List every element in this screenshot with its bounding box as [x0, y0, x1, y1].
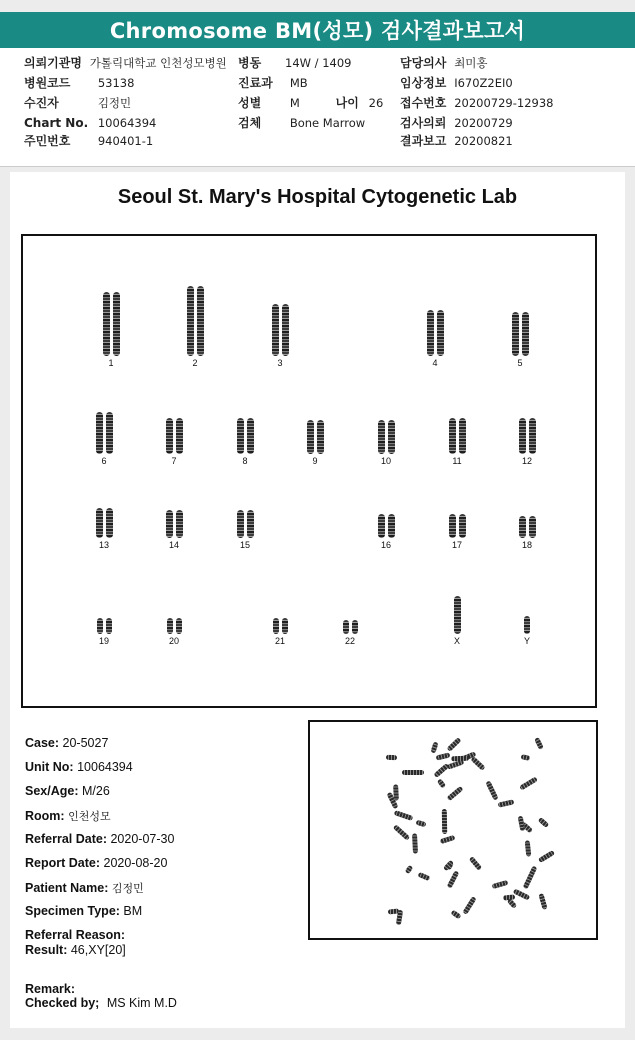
reason-line [25, 928, 125, 942]
metaphase-chromosome [451, 910, 462, 920]
metaphase-chromosome [519, 777, 538, 791]
referral-value: 2020-07-30 [110, 832, 175, 846]
chromosome [512, 312, 519, 356]
spectype-label: Specimen Type: [25, 904, 120, 918]
receipt-row [400, 94, 553, 112]
chromosome [378, 420, 385, 454]
chromosome-label-7: 7 [171, 456, 177, 466]
chromosome-label-14: 14 [168, 540, 179, 550]
case-label: Case: [25, 736, 60, 750]
metaphase-chromosome [415, 820, 426, 828]
chromosome [176, 418, 183, 454]
chromosome-label-Y: Y [523, 636, 530, 646]
chromosome [113, 292, 120, 356]
metaphase-chromosome [396, 910, 403, 926]
patient-value: 김정민 [97, 96, 132, 110]
remark-label: Remark: [25, 982, 76, 996]
chromosome-pair-16 [378, 514, 395, 538]
chromosome-label-12: 12 [521, 456, 532, 466]
metaphase-chromosome [402, 770, 424, 775]
ward-label: 병동 [238, 56, 262, 70]
result-label: Result: [25, 943, 68, 957]
chromosome-pair-14 [166, 510, 183, 538]
metaphase-chromosome [436, 753, 451, 761]
reportdate-line [25, 856, 167, 870]
chromosome-pair-3 [272, 304, 289, 356]
chromosome [237, 418, 244, 454]
ward-value: 14W / 1409 [285, 56, 352, 70]
metaphase-image [308, 720, 598, 940]
referral-label: Referral Date: [25, 832, 107, 846]
chromosome-pair-18 [519, 516, 536, 538]
clinical-label: 임상정보 [400, 76, 447, 90]
checked-label: Checked by; [25, 996, 100, 1010]
chromosome-pair-11 [449, 418, 466, 454]
chromosome [459, 418, 466, 454]
chromosome [449, 514, 456, 538]
chromosome [529, 516, 536, 538]
metaphase-chromosome [462, 896, 476, 915]
clinical-row [400, 74, 513, 92]
institution-label: 의뢰기관명 [24, 56, 82, 70]
chromosome [317, 420, 324, 454]
chart-row [24, 114, 156, 132]
chromosome [449, 418, 456, 454]
chromosome [352, 620, 358, 634]
dept-value: MB [289, 76, 308, 90]
metaphase-chromosome [440, 835, 456, 844]
chromosome-label-18: 18 [521, 540, 532, 550]
chromosome-pair-17 [449, 514, 466, 538]
chromosome [247, 510, 254, 538]
checked-value: MS Kim M.D [106, 996, 177, 1010]
rrn-row [24, 132, 153, 150]
chromosome-label-8: 8 [242, 456, 248, 466]
chromosome-pair-8 [237, 418, 254, 454]
chromosome [519, 418, 526, 454]
chromosome-label-21: 21 [274, 636, 285, 646]
chromosome-label-4: 4 [432, 358, 438, 368]
spectype-line [25, 904, 142, 918]
case-value: 20-5027 [62, 736, 109, 750]
chromosome [282, 304, 289, 356]
report-label: 결과보고 [400, 134, 447, 148]
metaphase-chromosome [522, 865, 537, 889]
chromosome-pair-4 [427, 310, 444, 356]
room-line [25, 808, 111, 824]
chromosome-label-11: 11 [452, 456, 462, 466]
metaphase-chromosome [437, 779, 446, 789]
chromosome-pair-1 [103, 292, 120, 356]
ward-row [238, 54, 351, 72]
metaphase-chromosome [537, 817, 549, 828]
chromosome-label-6: 6 [101, 456, 107, 466]
dept-row [238, 74, 308, 92]
unit-label: Unit No: [25, 760, 74, 774]
chromosome [272, 304, 279, 356]
metaphase-chromosome [524, 840, 531, 856]
chromosome [459, 514, 466, 538]
doctor-value: 최미홍 [454, 56, 488, 70]
chromosome-pair-20 [167, 618, 182, 634]
metaphase-chromosome [393, 824, 410, 840]
metaphase-chromosome [538, 894, 547, 911]
spectype-value: BM [123, 904, 143, 918]
chromosome-label-15: 15 [239, 540, 250, 550]
age-label: 나이 [335, 96, 359, 110]
chromosome [237, 510, 244, 538]
metaphase-chromosome [469, 856, 482, 871]
chromosome [388, 420, 395, 454]
chromosome-pair-X [454, 596, 461, 634]
chromosome [97, 618, 103, 634]
chromosome [197, 286, 204, 356]
sexage-value: M/26 [81, 784, 110, 798]
doctor-label: 담당의사 [400, 56, 447, 70]
chromosome-pair-9 [307, 420, 324, 454]
case-line [25, 736, 108, 750]
chromosome-label-X: X [453, 636, 460, 646]
chromosome [166, 418, 173, 454]
chromosome-label-19: 19 [98, 636, 109, 646]
chromosome-label-16: 16 [380, 540, 391, 550]
chromosome [106, 508, 113, 538]
chromosome-pair-10 [378, 420, 395, 454]
chromosome-pair-19 [97, 618, 112, 634]
chromosome [103, 292, 110, 356]
rrn-value: 940401-1 [97, 134, 154, 148]
report-value: 20200821 [454, 134, 513, 148]
metaphase-chromosome [534, 737, 544, 750]
chromosome-label-2: 2 [192, 358, 198, 368]
patientname-line [25, 880, 144, 896]
room-label: Room: [25, 809, 65, 823]
referral-line [25, 832, 174, 846]
receipt-label: 접수번호 [400, 96, 447, 110]
sex-label: 성별 [238, 96, 262, 110]
metaphase-chromosome [492, 880, 509, 889]
specimen-value: Bone Marrow [289, 116, 366, 130]
patientname-value: 김정민 [111, 883, 144, 895]
hospcode-value: 53138 [97, 76, 135, 90]
hospcode-row [24, 74, 134, 92]
result-line [25, 943, 126, 957]
chromosome [454, 596, 461, 634]
chromosome [519, 516, 526, 538]
metaphase-chromosome [513, 888, 530, 900]
chromosome-label-17: 17 [451, 540, 462, 550]
karyogram-image [21, 234, 597, 708]
metaphase-chromosome [446, 786, 463, 801]
sex-row [238, 94, 383, 112]
chromosome [176, 618, 182, 634]
chromosome [378, 514, 385, 538]
chromosome [273, 618, 279, 634]
chromosome [187, 286, 194, 356]
chromosome [427, 310, 434, 356]
reportdate-value: 2020-08-20 [103, 856, 168, 870]
unit-line [25, 760, 133, 774]
patientname-label: Patient Name: [25, 881, 109, 895]
metaphase-chromosome [470, 756, 485, 771]
room-value: 인천성모 [68, 811, 111, 823]
metaphase-chromosome [412, 833, 418, 853]
request-row [400, 114, 513, 132]
chromosome [176, 510, 183, 538]
specimen-label: 검체 [238, 116, 262, 130]
receipt-value: 20200729-12938 [454, 96, 554, 110]
chromosome-pair-15 [237, 510, 254, 538]
institution-value: 가톨릭대학교 인천성모병원 [89, 56, 227, 70]
chromosome [282, 618, 288, 634]
metaphase-chromosome [394, 810, 414, 821]
chromosome-label-5: 5 [517, 358, 523, 368]
chromosome [388, 514, 395, 538]
hospcode-label: 병원코드 [24, 76, 71, 90]
age-value: 26 [368, 96, 384, 110]
chromosome-label-3: 3 [277, 358, 283, 368]
metaphase-chromosome [538, 850, 555, 863]
chromosome-label-13: 13 [98, 540, 109, 550]
dept-label: 진료과 [238, 76, 273, 90]
chromosome [96, 412, 103, 454]
metaphase-chromosome [404, 865, 413, 874]
chromosome [437, 310, 444, 356]
reason-label: Referral Reason: [25, 928, 126, 942]
chromosome [167, 618, 173, 634]
sex-value: M [289, 96, 300, 110]
chromosome-pair-21 [273, 618, 288, 634]
chromosome-label-10: 10 [380, 456, 391, 466]
request-label: 검사의뢰 [400, 116, 447, 130]
chromosome [529, 418, 536, 454]
patient-row [24, 94, 131, 112]
metaphase-chromosome [447, 737, 462, 752]
chromosome-pair-Y [524, 616, 530, 634]
unit-value: 10064394 [77, 760, 133, 774]
chart-label: Chart No. [24, 116, 89, 130]
reportdate-label: Report Date: [25, 856, 101, 870]
patient-label: 수진자 [24, 96, 59, 110]
metaphase-chromosome [507, 898, 517, 909]
chromosome-pair-7 [166, 418, 183, 454]
chromosome-label-20: 20 [168, 636, 179, 646]
report-header [0, 48, 635, 167]
metaphase-chromosome [393, 785, 399, 801]
chromosome-pair-6 [96, 412, 113, 454]
report-row [400, 132, 513, 150]
chromosome-pair-5 [512, 312, 529, 356]
metaphase-chromosome [498, 799, 515, 807]
institution-row [24, 54, 227, 72]
chromosome [96, 508, 103, 538]
chromosome [106, 412, 113, 454]
sexage-label: Sex/Age: [25, 784, 79, 798]
chart-value: 10064394 [97, 116, 157, 130]
metaphase-chromosome [486, 781, 499, 801]
chromosome-label-22: 22 [344, 636, 355, 646]
chromosome [166, 510, 173, 538]
chromosome [524, 616, 530, 634]
metaphase-chromosome [417, 872, 430, 881]
chromosome [343, 620, 349, 634]
chromosome [307, 420, 314, 454]
chromosome-pair-22 [343, 620, 358, 634]
rrn-label: 주민번호 [24, 134, 71, 148]
remark-line [25, 982, 75, 996]
chromosome [106, 618, 112, 634]
chromosome [247, 418, 254, 454]
result-value: 46,XY[20] [70, 943, 126, 957]
chromosome-label-1: 1 [108, 358, 114, 368]
clinical-value: I670Z2EI0 [454, 76, 513, 90]
doctor-row [400, 54, 488, 72]
metaphase-chromosome [442, 809, 447, 834]
metaphase-chromosome [430, 742, 438, 754]
chromosome-pair-13 [96, 508, 113, 538]
metaphase-chromosome [447, 759, 465, 769]
metaphase-chromosome [386, 754, 397, 760]
report-sheet [10, 172, 625, 1028]
sexage-line [25, 784, 110, 798]
metaphase-chromosome [447, 870, 460, 888]
specimen-row [238, 114, 365, 132]
request-value: 20200729 [454, 116, 513, 130]
report-title: Chromosome BM(성모) 검사결과보고서 [0, 12, 635, 48]
chromosome [522, 312, 529, 356]
chromosome-pair-2 [187, 286, 204, 356]
metaphase-chromosome [521, 754, 531, 761]
checked-line [25, 996, 177, 1010]
chromosome-label-9: 9 [312, 456, 318, 466]
chromosome-pair-12 [519, 418, 536, 454]
lab-title: Seoul St. Mary's Hospital Cytogenetic Lab [117, 186, 518, 208]
